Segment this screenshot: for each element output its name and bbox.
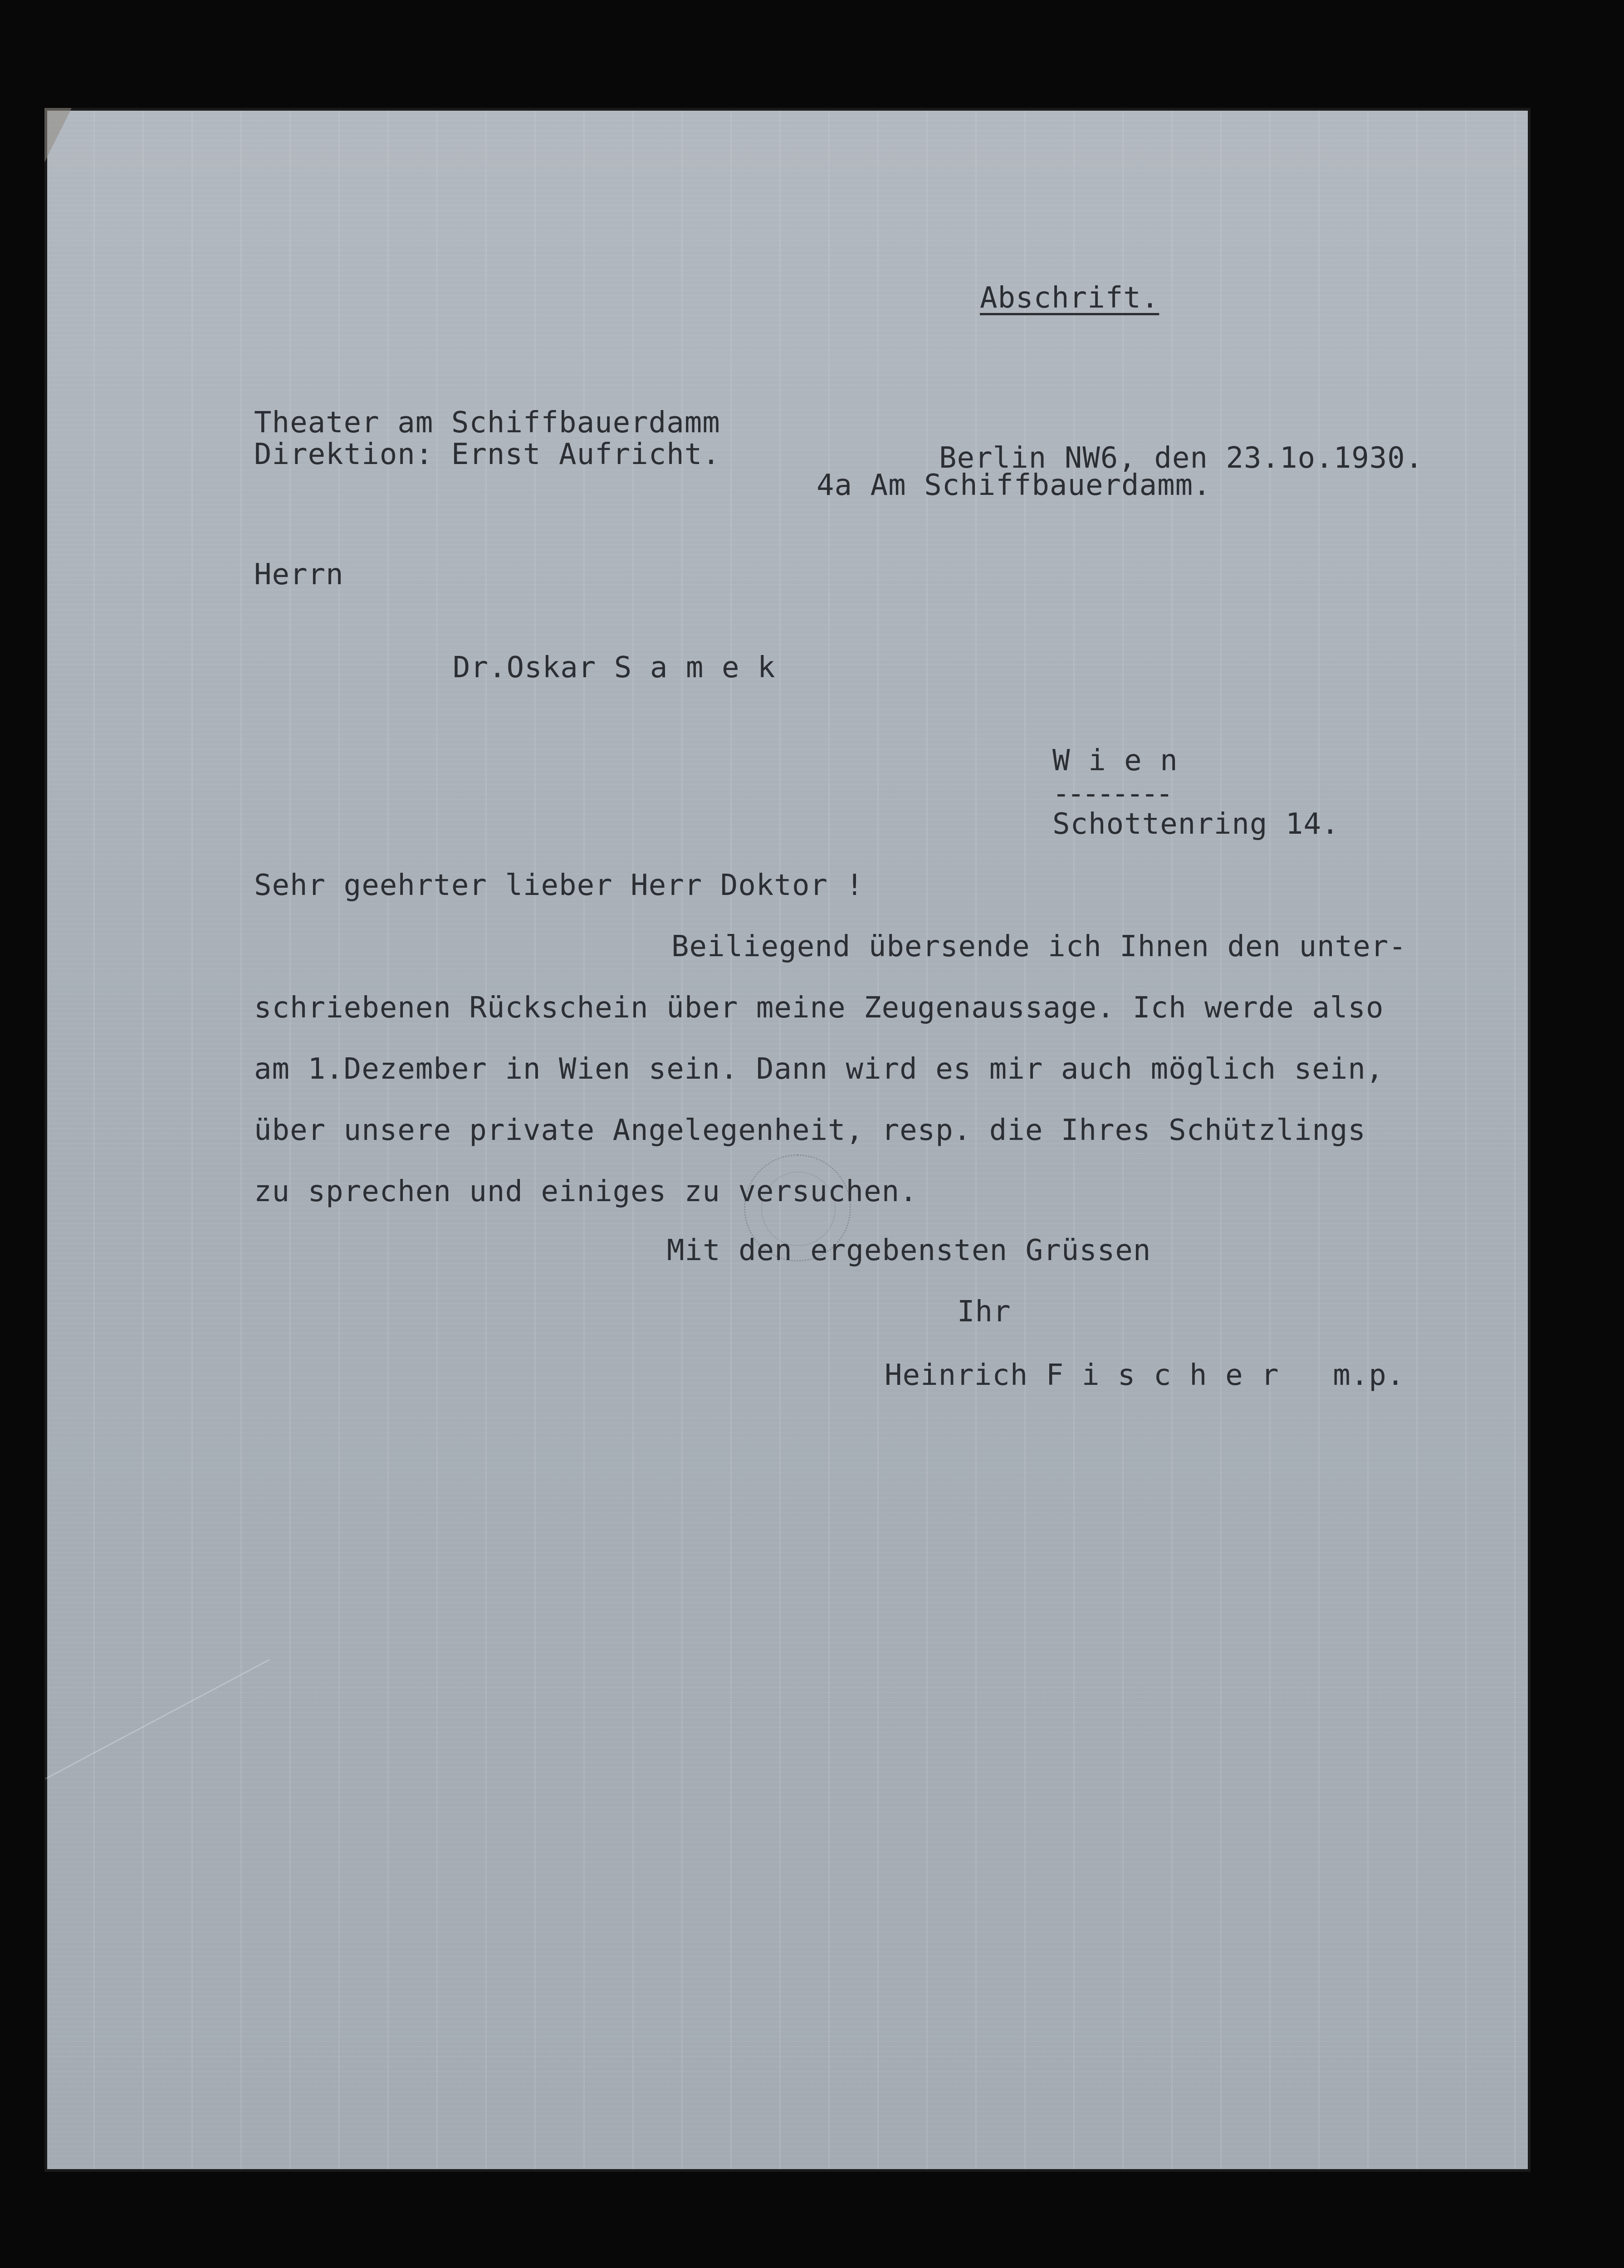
salutation-herrn: Herrn xyxy=(254,558,344,591)
closing-ihr: Ihr xyxy=(957,1295,1011,1329)
greeting: Sehr geehrter lieber Herr Doktor ! xyxy=(254,869,864,902)
sender-address: 4a Am Schiffbauerdamm. xyxy=(817,469,1211,502)
body-line-2: schriebenen Rückschein über meine Zeugenaussage. Ich werde also xyxy=(254,991,1384,1025)
sender-theater: Theater am Schiffbauerdamm xyxy=(254,406,720,440)
body-line-1: Beiliegend übersende ich Ihnen den unter- xyxy=(671,930,1407,963)
closing-line: Mit den ergebensten Grüssen xyxy=(667,1234,1151,1267)
torn-corner xyxy=(44,108,72,162)
place-date: Berlin NW6, den 23.1o.1930. xyxy=(939,441,1423,475)
recipient-name: Dr.Oskar S a m e k xyxy=(453,651,776,684)
heading-abschrift: Abschrift. xyxy=(980,281,1159,315)
recipient-street: Schottenring 14. xyxy=(1052,807,1340,841)
sender-direktion: Direktion: Ernst Aufricht. xyxy=(254,438,720,471)
city-underline: -------- xyxy=(1052,777,1171,811)
body-line-5: zu sprechen und einiges zu versuchen. xyxy=(254,1175,918,1208)
body-line-4: über unsere private Angelegenheit, resp. die Ihres Schützlings xyxy=(254,1114,1366,1147)
recipient-city: W i e n xyxy=(1052,744,1178,777)
body-line-3: am 1.Dezember in Wien sein. Dann wird es mir auch möglich sein, xyxy=(254,1052,1384,1086)
signature-line: Heinrich F i s c h e r m.p. xyxy=(885,1359,1405,1392)
